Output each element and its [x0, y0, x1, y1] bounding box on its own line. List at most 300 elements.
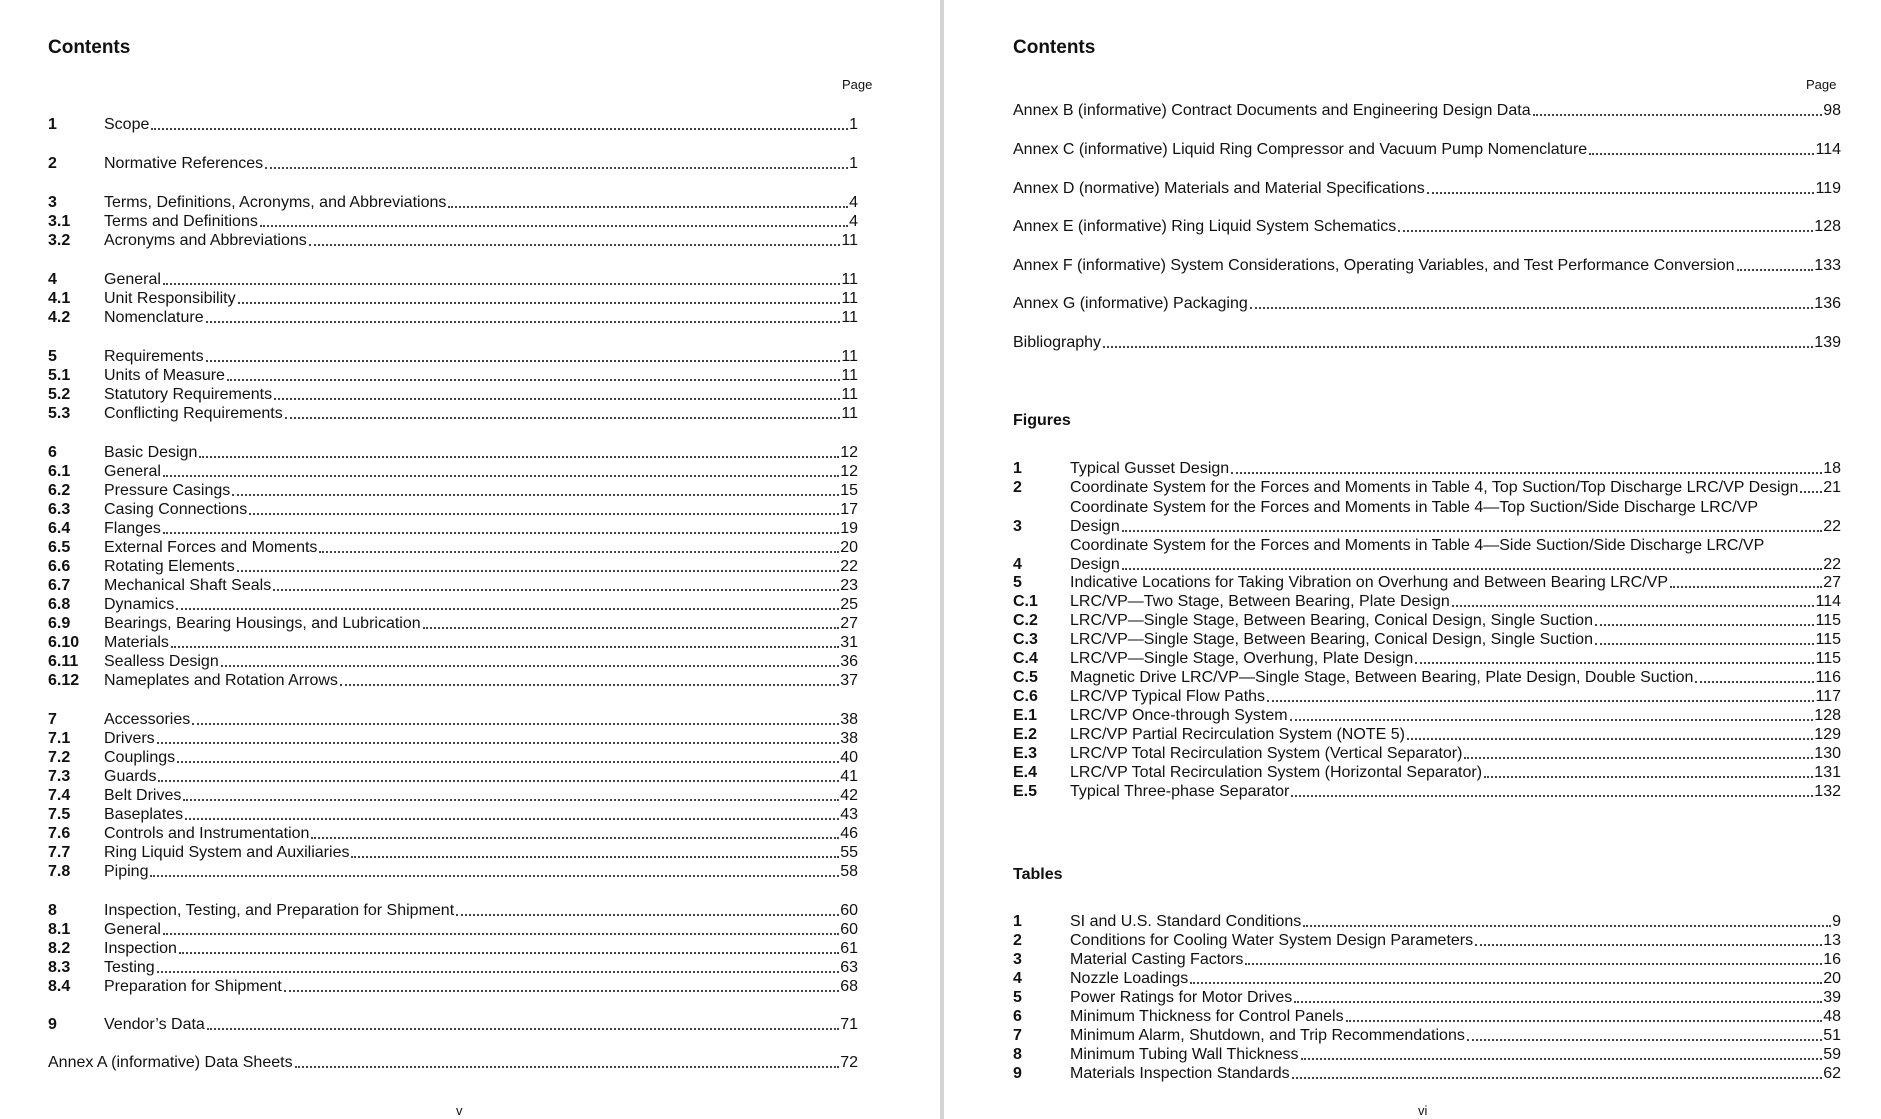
figures-heading: Figures [1013, 412, 1071, 429]
entry-page: 20 [1823, 970, 1841, 987]
entry-title: Statutory Requirements [104, 386, 273, 403]
entry-title-wrap [1070, 498, 1841, 536]
entry-page: 98 [1823, 102, 1841, 119]
entry-number: C.2 [1013, 612, 1038, 629]
entry-title-continued: Design [1070, 518, 1120, 535]
dot-leader [238, 302, 841, 304]
entry-page: 116 [1815, 669, 1841, 686]
entry-title: External Forces and Moments [104, 539, 318, 556]
dot-leader [158, 780, 839, 782]
toc-entry [48, 670, 858, 690]
entry-number: 7 [1013, 1027, 1022, 1044]
entry-title: Pressure Casings [104, 482, 231, 499]
toc-entry [48, 651, 858, 671]
dot-leader [1290, 719, 1814, 721]
entry-title: LRC/VP Typical Flow Paths [1070, 688, 1266, 705]
entry-title: Acronyms and Abbreviations [104, 232, 307, 249]
entry-number: 5.3 [48, 405, 71, 422]
entry-title: Conditions for Cooling Water System Design Parameters [1070, 932, 1474, 949]
entry-title: LRC/VP Partial Recirculation System (NOTE 5) [1070, 726, 1405, 743]
entry-title: Flanges [104, 520, 161, 537]
entry-number: 8.3 [48, 959, 71, 976]
entry-title: Casing Connections [104, 501, 248, 518]
entry-number: 8.4 [48, 978, 71, 995]
entry-title: Annex F (informative) System Considerations, Operating Variables, and Test Performance Conversion [1013, 257, 1735, 274]
entry-title: Nozzle Loadings [1070, 970, 1189, 987]
dot-leader [163, 283, 840, 285]
entry-title: Materials [104, 634, 169, 651]
entry-number: 3.1 [48, 213, 71, 230]
dot-leader [151, 128, 848, 130]
dot-leader [1737, 269, 1814, 271]
entry-title: LRC/VP—Two Stage, Between Bearing, Plate Design [1070, 593, 1450, 610]
entry-number: 5 [48, 348, 57, 365]
toc-entry [48, 480, 858, 500]
entry-title: Piping [104, 863, 149, 880]
entry-number: 6 [48, 444, 57, 461]
entry-page: 12 [840, 444, 858, 461]
dot-leader [1231, 472, 1822, 474]
toc-entry [48, 747, 858, 767]
entry-page: 27 [1823, 574, 1841, 591]
entry-number: 4.1 [48, 290, 71, 307]
toc-entry [48, 288, 858, 308]
toc-entry [48, 594, 858, 614]
entry-page: 68 [840, 978, 858, 995]
entry-title: Guards [104, 768, 157, 785]
entry-title: General [104, 921, 161, 938]
entry-page: 58 [840, 863, 858, 880]
toc-entry [1013, 724, 1841, 744]
entry-page: 133 [1814, 257, 1841, 274]
toc-entry [48, 346, 858, 366]
page-column-label: Page [842, 77, 873, 92]
toc-entry [48, 613, 858, 633]
entry-number: 9 [48, 1016, 57, 1033]
dot-leader [284, 990, 839, 992]
entry-title: Mechanical Shaft Seals [104, 577, 272, 594]
dot-leader [1533, 114, 1823, 116]
entry-page: 114 [1815, 141, 1841, 158]
page-left [0, 0, 940, 1119]
entry-page: 40 [840, 749, 858, 766]
dot-leader [1452, 605, 1815, 607]
toc-entry [48, 442, 858, 462]
dot-leader [1346, 1020, 1823, 1022]
entry-number: 6.7 [48, 577, 71, 594]
toc-entry [48, 632, 858, 652]
entry-title-wrap [1070, 536, 1841, 574]
page-number-footer: v [456, 1103, 463, 1118]
dot-leader [249, 513, 839, 515]
entry-number: 8.2 [48, 940, 71, 957]
entry-title: Materials Inspection Standards [1070, 1065, 1290, 1082]
entry-number: 6.12 [48, 672, 80, 689]
toc-entry [1013, 1025, 1841, 1045]
toc-entry [48, 957, 858, 977]
toc-entry [48, 766, 858, 786]
entry-title: Bibliography [1013, 334, 1102, 351]
entry-title: Normative References [104, 155, 264, 172]
entry-number: 7.4 [48, 787, 71, 804]
toc-entry [48, 976, 858, 996]
entry-page: 115 [1815, 631, 1841, 648]
toc-entry [48, 461, 858, 481]
entry-title: Conflicting Requirements [104, 405, 283, 422]
toc-entry [1013, 1063, 1841, 1083]
entry-number: 4 [48, 271, 57, 288]
dot-leader [1670, 586, 1822, 588]
entry-page: 46 [840, 825, 858, 842]
dot-leader [1427, 192, 1815, 194]
toc-entry [48, 307, 858, 327]
entry-title: Inspection [104, 940, 177, 957]
entry-title: Annex A (informative) Data Sheets [48, 1054, 293, 1071]
entry-page: 11 [841, 271, 858, 288]
entry-number: 8 [1013, 1046, 1022, 1063]
entry-page: 63 [840, 959, 858, 976]
entry-page: 21 [1823, 479, 1841, 496]
toc-entry [1013, 762, 1841, 782]
entry-page: 119 [1815, 180, 1841, 197]
entry-page: 31 [840, 634, 858, 651]
entry-page: 131 [1814, 764, 1841, 781]
toc-entry [48, 1052, 858, 1072]
dot-leader [448, 206, 848, 208]
toc-entry [48, 211, 858, 231]
entry-number: 4.2 [48, 309, 71, 326]
entry-title: Rotating Elements [104, 558, 235, 575]
dot-leader [150, 875, 839, 877]
dot-leader [221, 665, 839, 667]
tables-heading: Tables [1013, 866, 1063, 883]
entry-number: 5 [1013, 989, 1022, 1006]
toc-entry [48, 919, 858, 939]
dot-leader [1250, 307, 1814, 309]
dot-leader [227, 379, 840, 381]
toc-entry [1013, 591, 1841, 611]
entry-number: C.3 [1013, 631, 1038, 648]
toc-entry [48, 537, 858, 557]
entry-number: 2 [1013, 479, 1022, 496]
entry-page: 4 [849, 213, 858, 230]
entry-page: 16 [1823, 951, 1841, 968]
entry-page: 20 [840, 539, 858, 556]
toc-entry [48, 192, 858, 212]
entry-title: Vendor’s Data [104, 1016, 205, 1033]
entry-number: E.3 [1013, 745, 1038, 762]
entry-title: Typical Three-phase Separator [1070, 783, 1290, 800]
dot-leader [273, 589, 839, 591]
dot-leader [163, 933, 839, 935]
entry-page: 129 [1814, 726, 1841, 743]
entry-page: 15 [840, 482, 858, 499]
dot-leader [260, 225, 848, 227]
entry-title: Terms, Definitions, Acronyms, and Abbreviations [104, 194, 447, 211]
dot-leader [179, 952, 839, 954]
entry-page: 1 [849, 155, 858, 172]
entry-title: Annex E (informative) Ring Liquid System Schematics [1013, 218, 1397, 235]
entry-page: 9 [1832, 913, 1841, 930]
dot-leader [176, 608, 839, 610]
toc-entry [1013, 1006, 1841, 1026]
entry-title: Annex C (informative) Liquid Ring Compressor and Vacuum Pump Nomenclature [1013, 141, 1588, 158]
entry-page: 130 [1814, 745, 1841, 762]
entry-title: Controls and Instrumentation [104, 825, 310, 842]
entry-page: 39 [1823, 989, 1841, 1006]
entry-number: 7.5 [48, 806, 71, 823]
dot-leader [423, 627, 840, 629]
entry-title: Inspection, Testing, and Preparation for Shipment [104, 902, 455, 919]
entry-page: 12 [840, 463, 858, 480]
toc-entry [1013, 987, 1841, 1007]
toc-entry [48, 153, 858, 173]
entry-number: 5 [1013, 574, 1022, 591]
entry-title: Minimum Tubing Wall Thickness [1070, 1046, 1299, 1063]
entry-number: 3 [48, 194, 57, 211]
entry-title: Bearings, Bearing Housings, and Lubrication [104, 615, 421, 632]
entry-title-line [1070, 536, 1841, 555]
dot-leader [1267, 700, 1814, 702]
entry-page: 11 [841, 232, 858, 249]
dot-leader [1484, 776, 1813, 778]
entry-title: LRC/VP Once-through System [1070, 707, 1288, 724]
dot-leader [1292, 1077, 1823, 1079]
entry-page: 38 [840, 730, 858, 747]
entry-page: 4 [849, 194, 858, 211]
dot-leader [185, 818, 839, 820]
entry-number: 6.11 [48, 653, 79, 670]
entry-title: Unit Responsibility [104, 290, 236, 307]
entry-number: C.4 [1013, 650, 1038, 667]
entry-page: 60 [840, 902, 858, 919]
entry-page: 11 [841, 290, 858, 307]
dot-leader [1291, 795, 1813, 797]
entry-title: Coordinate System for the Forces and Moments in Table 4—Side Suction/Side Discharge LRC/VP [1070, 537, 1765, 554]
toc-entry [1013, 648, 1841, 668]
entry-page: 11 [841, 386, 858, 403]
toc-entry [1013, 534, 1841, 574]
toc-entry [1013, 293, 1841, 313]
entry-number: E.4 [1013, 764, 1038, 781]
entry-number: 3 [1013, 951, 1022, 968]
toc-entry [1013, 216, 1841, 236]
toc-entry [48, 728, 858, 748]
toc-entry [48, 114, 858, 134]
entry-number: C.6 [1013, 688, 1038, 705]
entry-number: 1 [1013, 460, 1022, 477]
toc-entry [48, 230, 858, 250]
toc-entry [1013, 911, 1841, 931]
toc-entry [1013, 100, 1841, 120]
toc-entry [1013, 139, 1841, 159]
dot-leader [351, 856, 839, 858]
toc-entry [1013, 743, 1841, 763]
toc-entry [1013, 781, 1841, 801]
dot-leader [206, 321, 841, 323]
dot-leader [1800, 491, 1822, 493]
dot-leader [1245, 963, 1822, 965]
dot-leader [171, 646, 839, 648]
entry-number: 6.6 [48, 558, 71, 575]
toc-entry [48, 575, 858, 595]
entry-title: Power Ratings for Motor Drives [1070, 989, 1293, 1006]
toc-entry [48, 403, 858, 423]
toc-entry [1013, 949, 1841, 969]
entry-number: 9 [1013, 1065, 1022, 1082]
toc-entry [1013, 496, 1841, 536]
entry-page: 136 [1814, 295, 1841, 312]
toc-entry [1013, 572, 1841, 592]
entry-page: 1 [849, 116, 858, 133]
entry-page: 72 [840, 1054, 858, 1071]
entry-page: 11 [841, 405, 858, 422]
toc-entry [48, 556, 858, 576]
entry-title: Coordinate System for the Forces and Moments in Table 4—Top Suction/Side Discharge LRC/VP [1070, 499, 1759, 516]
dot-leader [311, 837, 839, 839]
entry-title-continued: Design [1070, 556, 1120, 573]
entry-number: 4 [1013, 556, 1022, 573]
entry-number: 8.1 [48, 921, 71, 938]
dot-leader [1103, 346, 1813, 348]
dot-leader [1122, 530, 1822, 532]
entry-title: Coordinate System for the Forces and Moments in Table 4, Top Suction/Top Discharge LRC/VP Design [1070, 479, 1799, 496]
entry-page: 19 [840, 520, 858, 537]
dot-leader [206, 360, 841, 362]
dot-leader [183, 799, 839, 801]
dot-leader [285, 417, 841, 419]
toc-entry [1013, 458, 1841, 478]
dot-leader [232, 494, 839, 496]
dot-leader [157, 742, 840, 744]
toc-entry [1013, 477, 1841, 497]
entry-page: 18 [1823, 460, 1841, 477]
entry-number: 1 [48, 116, 57, 133]
entry-title: Annex G (informative) Packaging [1013, 295, 1248, 312]
entry-title: Testing [104, 959, 155, 976]
entry-number: 7 [48, 711, 57, 728]
dot-leader [192, 723, 839, 725]
toc-entry [1013, 667, 1841, 687]
entry-title: Preparation for Shipment [104, 978, 282, 995]
dot-leader [1467, 1039, 1822, 1041]
dot-leader [1301, 1058, 1823, 1060]
toc-entry [1013, 332, 1841, 352]
entry-number: 2 [48, 155, 57, 172]
entry-page: 132 [1814, 783, 1841, 800]
entry-page: 55 [840, 844, 858, 861]
entry-page: 71 [840, 1016, 858, 1033]
dot-leader [1294, 1001, 1822, 1003]
entry-page: 22 [840, 558, 858, 575]
toc-entry [1013, 255, 1841, 275]
entry-page: 117 [1815, 688, 1841, 705]
entry-page: 48 [1823, 1008, 1841, 1025]
dot-leader [309, 244, 841, 246]
page-title: Contents [1013, 37, 1096, 58]
dot-leader [1190, 982, 1822, 984]
entry-number: 6.9 [48, 615, 71, 632]
toc-entry [48, 518, 858, 538]
entry-number: 1 [1013, 913, 1022, 930]
toc-entry [1013, 968, 1841, 988]
toc-entry [1013, 1044, 1841, 1064]
toc-entry [1013, 610, 1841, 630]
toc-entry [48, 365, 858, 385]
dot-leader [1595, 643, 1815, 645]
toc-entry [48, 861, 858, 881]
entry-title: LRC/VP—Single Stage, Overhung, Plate Design [1070, 650, 1414, 667]
entry-number: 7.6 [48, 825, 71, 842]
entry-title: Annex D (normative) Materials and Material Specifications [1013, 180, 1425, 197]
toc-entry [48, 785, 858, 805]
entry-title: LRC/VP Total Recirculation System (Horizontal Separator) [1070, 764, 1483, 781]
entry-title: Nameplates and Rotation Arrows [104, 672, 338, 689]
toc-entry [1013, 629, 1841, 649]
entry-number: 7.8 [48, 863, 71, 880]
entry-number: E.1 [1013, 707, 1038, 724]
dot-leader [1589, 153, 1814, 155]
entry-page: 128 [1814, 707, 1841, 724]
entry-title: Material Casting Factors [1070, 951, 1244, 968]
entry-page: 114 [1815, 593, 1841, 610]
entry-title: LRC/VP—Single Stage, Between Bearing, Conical Design, Single Suction [1070, 631, 1593, 648]
entry-title: Units of Measure [104, 367, 225, 384]
entry-title: Indicative Locations for Taking Vibration on Overhung and Between Bearing LRC/VP [1070, 574, 1668, 591]
toc-entry [1013, 686, 1841, 706]
entry-title: Nomenclature [104, 309, 204, 326]
dot-leader [1303, 925, 1831, 927]
dot-leader [1464, 757, 1813, 759]
entry-number: 5.1 [48, 367, 71, 384]
dot-leader [207, 1028, 839, 1030]
toc-entry [1013, 930, 1841, 950]
entry-title: Minimum Alarm, Shutdown, and Trip Recommendations [1070, 1027, 1465, 1044]
toc-entry [1013, 705, 1841, 725]
entry-page: 51 [1823, 1027, 1841, 1044]
entry-page: 13 [1823, 932, 1841, 949]
entry-number: 2 [1013, 932, 1022, 949]
dot-leader [177, 761, 839, 763]
toc-entry [48, 384, 858, 404]
dot-leader [456, 914, 839, 916]
toc-entry [48, 823, 858, 843]
dot-leader [319, 551, 839, 553]
entry-number: E.2 [1013, 726, 1038, 743]
entry-number: C.1 [1013, 593, 1038, 610]
entry-title: Annex B (informative) Contract Documents and Engineering Design Data [1013, 102, 1531, 119]
entry-page: 139 [1814, 334, 1841, 351]
entry-page: 38 [840, 711, 858, 728]
toc-entry [48, 499, 858, 519]
entry-title: SI and U.S. Standard Conditions [1070, 913, 1302, 930]
entry-number: 5.2 [48, 386, 71, 403]
entry-number: E.5 [1013, 783, 1038, 800]
entry-page: 22 [1823, 518, 1841, 535]
entry-number: 7.7 [48, 844, 71, 861]
dot-leader [1595, 624, 1815, 626]
entry-title: Accessories [104, 711, 191, 728]
toc-entry [48, 1014, 858, 1034]
entry-number: 6 [1013, 1008, 1022, 1025]
entry-page: 23 [840, 577, 858, 594]
entry-number: 4 [1013, 970, 1022, 987]
dot-leader [1407, 738, 1813, 740]
entry-title-line [1070, 498, 1841, 517]
dot-leader [274, 398, 840, 400]
dot-leader [265, 167, 848, 169]
toc-entry [48, 938, 858, 958]
